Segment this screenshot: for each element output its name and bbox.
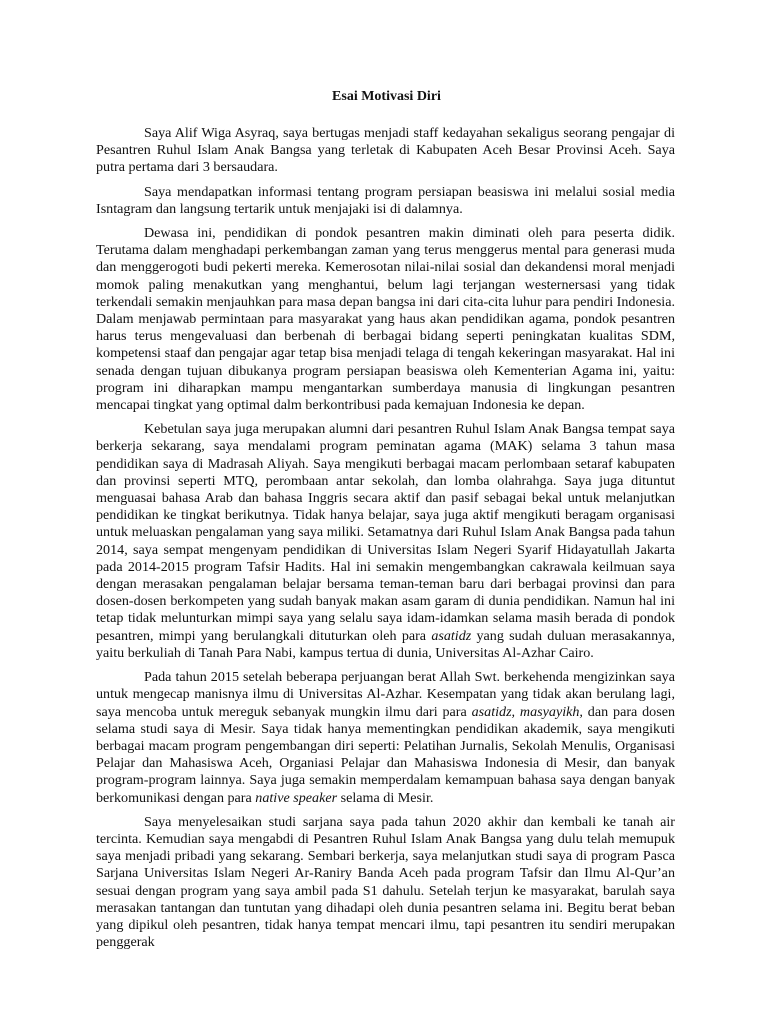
paragraph-text: yang sudah duluan merasakannya, yaitu berkuliah di Tanah Para Nabi, kampus tertua di dunia, Universitas Al-Azhar Cairo. [96,627,675,661]
paragraph-al-azhar [96,669,675,807]
document-body [96,88,675,958]
paragraph-italic-text: asatidz, masyayikh, [471,703,583,720]
paragraph-info-source [96,184,675,218]
paragraph-italic-text: asatidz [431,627,472,644]
paragraph-text: Saya mendapatkan informasi tentang program persiapan beasiswa ini melalui sosial media Isntagram dan langsung tertarik untuk menjajaki isi di dalamnya. [96,183,675,217]
paragraph-return-home [96,814,675,952]
document-title: Esai Motivasi Diri [332,89,441,104]
paragraph-text: Saya menyelesaikan studi sarjana saya pada tahun 2020 akhir dan kembali ke tanah air tercinta. Kemudian saya mengabdi di Pesantren Ruhul Islam Anak Bangsa yang dulu telah memupuk saya menjadi pribadi yang sekarang. Sembari berkerja, saya melanjutkan studi saya di program Pasca Sarjana Universitas Islam Negeri Ar-Raniry Banda Aceh pada program Tafsir dan Ilmu Al-Qur’an sesuai dengan program yang saya ambil pada S1 dahulu. Setelah terjun ke masyarakat, barulah saya merasakan tantangan dan tuntutan yang dihadapi oleh dunia pesantren selama ini. Begitu berat beban yang dipikul oleh pesantren, tidak hanya tempat mencari ilmu, tapi pesantren itu sendiri merupakan penggerak [96,813,675,951]
paragraph-pesantren-context [96,225,675,414]
paragraph-text: Pada tahun 2015 setelah beberapa perjuangan berat Allah Swt. berkehenda mengizinkan saya untuk mengecap manisnya ilmu di Universitas Al-Azhar. Kesempatan yang tidak akan berulang lagi, saya mencoba untuk mereguk sebanyak mungkin ilmu dari para [96,669,675,720]
paragraph-intro [96,125,675,177]
paragraph-italic-text: native speaker [255,789,338,806]
paragraph-text: Kebetulan saya juga merupakan alumni dari pesantren Ruhul Islam Anak Bangsa tempat saya berkerja sekarang, saya mendalami program peminatan agama (MAK) selama 3 tahun masa pendidikan saya di Madrasah Aliyah. Saya mengikuti berbagai macam perlombaan setaraf kabupaten dan provinsi seperti MTQ, perombaan antar sekolah, dan lomba olahrahga. Saya juga dituntut menguasai bahasa Arab dan bahasa Inggris secara aktif dan pasif sebagai bekal untuk melanjutkan pendidikan ke tingkat berikutnya. Tidak hanya belajar, saya juga aktif mengikuti beragam organisasi untuk meluaskan pengalaman yang saya miliki. Setamatnya dari Ruhul Islam Anak Bangsa pada tahun 2014, saya sempat mengenyam pendidikan di Universitas Islam Negeri Syarif Hidayatullah Jakarta pada 2014-2015 program Tafsir Hadits. Hal ini semakin mengembangkan cakrawala keilmuan saya dengan merasakan pengalaman belajar bersama teman-teman baru dari berbagai provinsi dan para dosen-dosen berkompeten yang sudah banyak makan asam garam di dunia pendidikan. Namun hal ini tetap tidak melunturkan mimpi saya yang selalu saya idam-idamkan selama masih berada di pondok pesantren, mimpi yang berulangkali dituturkan oleh para [96,421,675,644]
paragraph-text: dan para dosen selama studi saya di Mesir. Saya tidak hanya mementingkan pendidikan akademik, saya mengikuti berbagai macam program pengembangan diri seperti: Pelatihan Jurnalis, Sekolah Menulis, Organisasi Pelajar dan Mahasiswa Aceh, Organiasi Pelajar dan Mahasiswa Indonesia di Mesir, dan banyak program-program lainnya. Saya juga semakin memperdalam kemampuan bahasa saya dengan banyak berkomunikasi dengan para [96,703,676,806]
paragraph-text: Dewasa ini, pendidikan di pondok pesantren makin diminati oleh para peserta didik. Terutama dalam menghadapi perkembangan zaman yang terus menggerus mental para generasi muda dan menggerogoti budi pekerti mereka. Kemerosotan nilai-nilai sosial dan dekandensi moral menjadi momok paling menakutkan yang menghantui, belum lagi terjangan westernersasi yang tidak terkendali semakin menjauhkan para masa depan bangsa ini dari cita-cita luhur para pendiri Indonesia. Dalam menjawab permintaan para masyarakat yang haus akan pendidikan agama, pondok pesantren harus terus mengevaluasi dan berbenah di berbagai bidang seperti peningkatan kualitas SDM, kompetensi staaf dan pengajar agar tetap bisa menjadi telaga di tengah kekeringan masyarakat. Hal ini senada dengan tujuan dibukanya program persiapan beasiswa oleh Kementerian Agama ini, yaitu: program ini diharapkan mampu mengantarkan sumberdaya manusia di lingkungan pesantren mencapai tingkat yang optimal dalm berkontribusi pada kemajuan Indonesia ke depan. [96,225,675,414]
paragraph-education-background [96,421,675,662]
paragraph-text: selama di Mesir. [337,789,434,806]
paragraph-text: Saya Alif Wiga Asyraq, saya bertugas menjadi staff kedayahan sekaligus seorang pengajar di Pesantren Ruhul Islam Anak Bangsa yang terletak di Kabupaten Aceh Besar Provinsi Aceh. Saya putra pertama dari 3 bersaudara. [96,125,675,176]
